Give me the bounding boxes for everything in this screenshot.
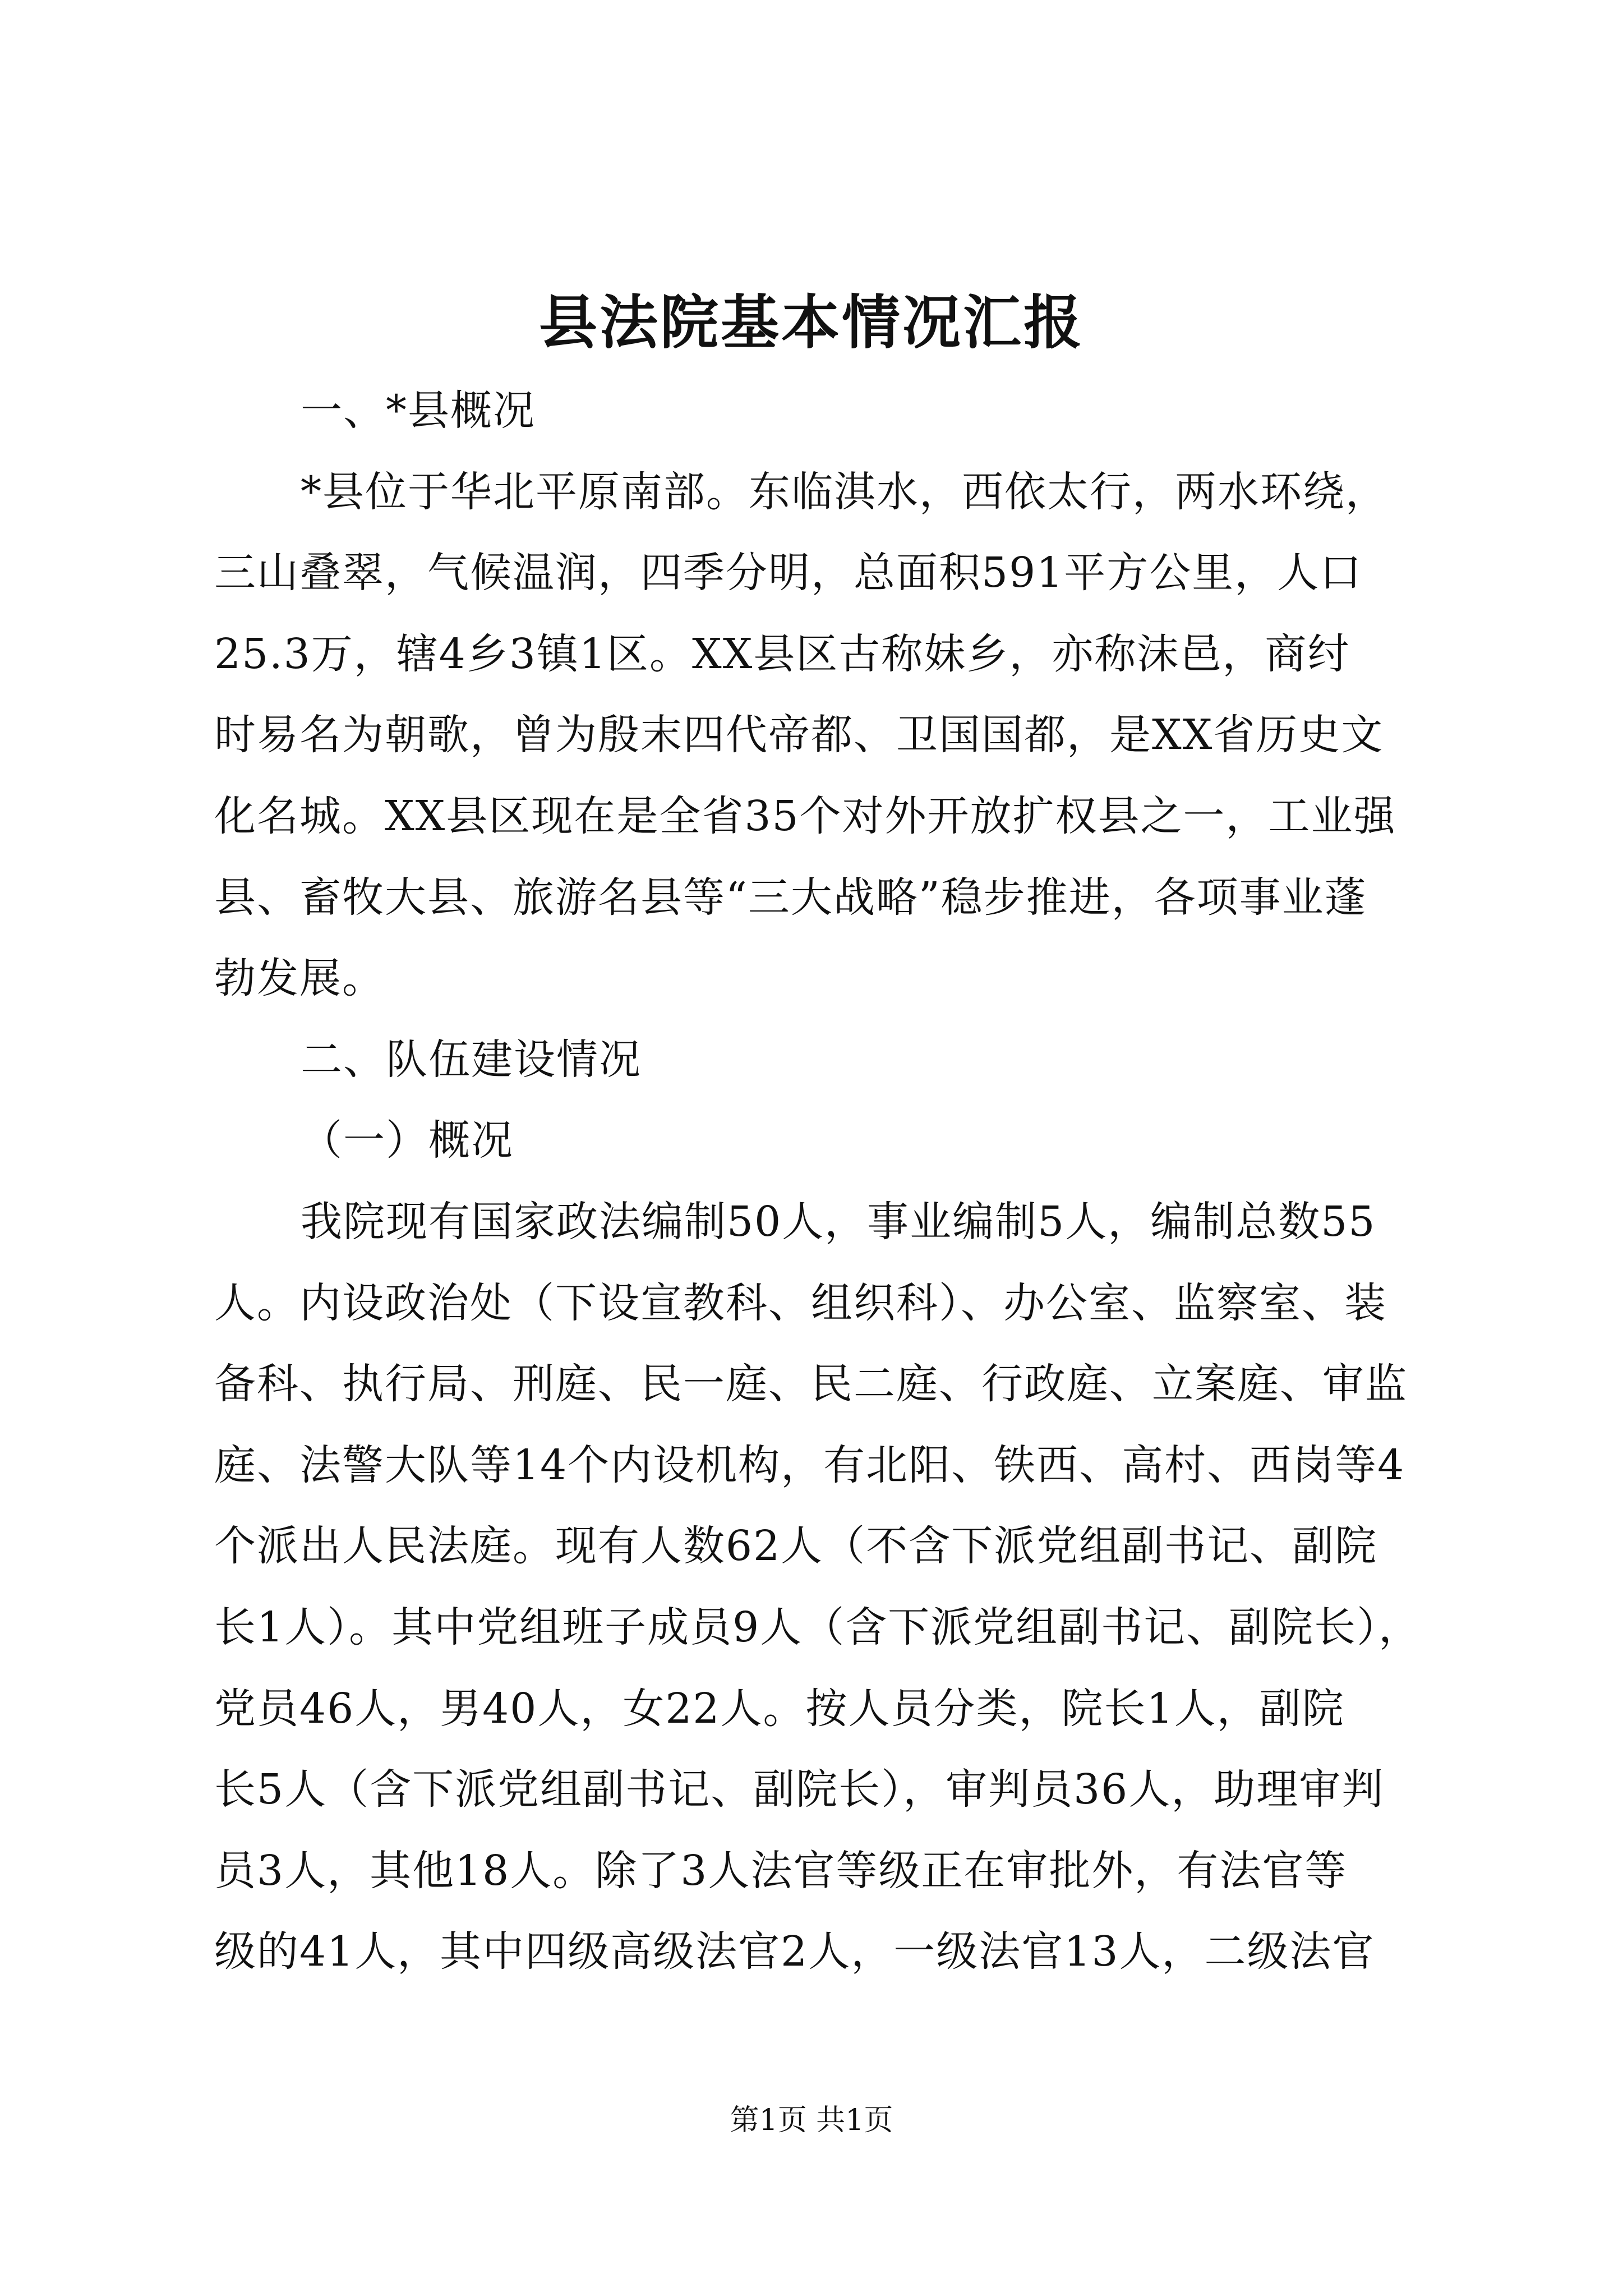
- document-body: [214, 370, 1470, 1993]
- paragraph-line: 长5人（含下派党组副书记、副院长），审判员36人，助理审判: [214, 1765, 1385, 1814]
- section-heading-team-building: 二、队伍建设情况: [301, 1035, 642, 1084]
- paragraph-line: 级的41人，其中四级高级法官2人，一级法官13人，二级法官: [214, 1927, 1375, 1976]
- paragraph-line: 25.3万，辖4乡3镇1区。XX县区古称妹乡，亦称沫邑，商纣: [214, 629, 1350, 678]
- paragraph-line: 县、畜牧大县、旅游名县等“三大战略”稳步推进，各项事业蓬: [214, 873, 1367, 922]
- paragraph-line: 党员46人，男40人，女22人。按人员分类，院长1人，副院: [214, 1684, 1345, 1733]
- paragraph-line: *县位于华北平原南部。东临淇水，西依太行，两水环绕，: [301, 467, 1388, 516]
- paragraph-line: 人。内设政治处（下设宣教科、组织科）、办公室、监察室、装: [214, 1278, 1387, 1327]
- paragraph-line: 长1人）。其中党组班子成员9人（含下派党组副书记、副院长），: [214, 1603, 1422, 1651]
- paragraph-line: 三山叠翠，气候温润，四季分明，总面积591平方公里，人口: [214, 549, 1363, 597]
- paragraph-line: 化名城。XX县区现在是全省35个对外开放扩权县之一，工业强: [214, 792, 1396, 840]
- paragraph-line: 庭、法警大队等14个内设机构，有北阳、铁西、高村、西岗等4: [214, 1441, 1405, 1489]
- page-number-footer: 第1页 共1页: [730, 2104, 893, 2137]
- paragraph-staffing-overview: [214, 1181, 1470, 1993]
- paragraph-line: 勃发展。: [214, 954, 385, 1003]
- subsection-heading-overview: （一）概况: [301, 1116, 514, 1165]
- document-title: 县法院基本情况汇报: [538, 288, 1084, 357]
- paragraph-line: 时易名为朝歌，曾为殷末四代帝都、卫国国都，是XX省历史文: [214, 711, 1384, 760]
- paragraph-county-overview: [214, 452, 1470, 1019]
- section-heading-county-overview: 一、*县概况: [301, 386, 536, 435]
- paragraph-line: 个派出人民法庭。现有人数62人（不含下派党组副书记、副院: [214, 1522, 1378, 1571]
- paragraph-line: 备科、执行局、刑庭、民一庭、民二庭、行政庭、立案庭、审监: [214, 1360, 1408, 1409]
- paragraph-line: 员3人，其他18人。除了3人法官等级正在审批外，有法官等: [214, 1846, 1348, 1895]
- paragraph-line: 我院现有国家政法编制50人，事业编制5人，编制总数55: [301, 1197, 1376, 1246]
